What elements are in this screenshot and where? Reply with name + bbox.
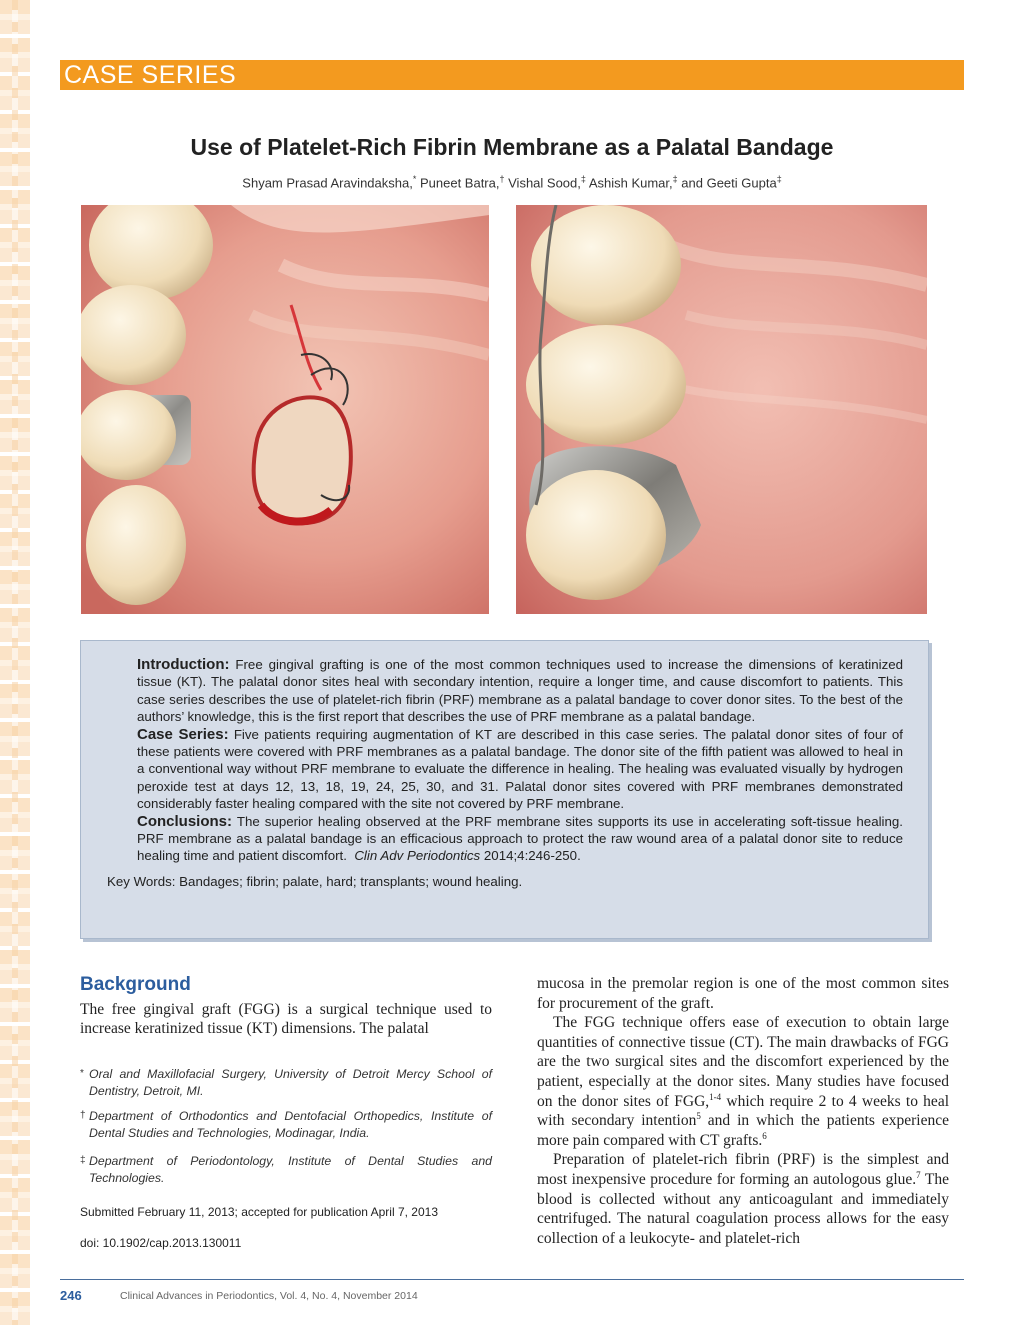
abstract-conclusions-text: The superior healing observed at the PRF membrane sites supports its use in accelerating soft-tissue healing. PRF membrane as a palatal bandage is an efficacious approach to protect the raw wound area of a palatal donor site to reduce healing time and patient discomfort. [137,813,903,864]
journal-footer: Clinical Advances in Periodontics, Vol. 4, No. 4, November 2014 [120,1290,418,1302]
doi: doi: 10.1902/cap.2013.130011 [80,1236,242,1250]
body-text: The FGG technique offers ease of execution to obtain large quantities of connective tissue (CT). The main drawbacks of FGG are the two surgical sites and the discomfort experienced by the patient, especially at the donor sites. Many studies have focused on the donor sites of FGG, [537,1014,949,1110]
author-name: and Geeti Gupta [681,175,777,191]
abstract-introduction-text: Free gingival grafting is one of the most common techniques used to increase the dimensions of keratinized tissue (KT). The palatal donor sites heal with secondary intention, require a longer time, and cause discomfort to patients. This case series describes the use of platelet-rich fibrin (PRF) membrane as a palatal bandage to cover donor sites. To the best of the authors’ knowledge, this is the first report that describes the use of PRF membrane as a palatal bandage. [137,657,904,725]
affiliation-mark: ‡ [672,174,678,184]
affiliation-mark: ‡ [776,174,782,184]
abstract-box [80,640,929,939]
abstract-case-series-text: Five patients requiring augmentation of KT are described in this case series. The palatal donor sites of four of these patients were covered with PRF membranes as a palatal bandage. The donor site of the fifth patient was allowed to heal in a conventional way without PRF membrane to evaluate the difference in healing. The healing was evaluated visually by hydrogen peroxide test at days 12, 13, 18, 19, 24, 25, 30, and 31. Palatal donor sites covered with PRF membranes demonstrated considerably faster healing compared with the site not covered by PRF membrane. [137,726,904,812]
affiliation-mark: * [412,174,417,184]
affiliation-mark: * [80,1068,84,1079]
affiliation-mark: † [499,174,505,184]
abstract-case-series [107,726,903,813]
reference-mark: 1-4 [709,1091,722,1102]
body-text: The blood is collected without any anticoagulant and immediately centrifuged. The natural coagulation process allows for the easy collection of a leukocyte- and platelet-rich [537,1170,949,1247]
affiliation-note [80,1066,492,1099]
abstract-case-series-heading: Case Series: [137,725,229,743]
section-banner: CASE SERIES [60,60,964,90]
affiliation-mark: ‡ [580,174,586,184]
abstract-conclusions-heading: Conclusions: [137,812,233,830]
body-paragraph: mucosa in the premolar region is one of the most common sites for procurement of the graft. [537,975,949,1012]
affiliation-note [80,1153,492,1186]
reference-mark: 7 [916,1169,921,1180]
body-paragraph [537,1013,949,1150]
reference-mark: 6 [762,1130,767,1141]
author-name: Shyam Prasad Aravindaksha, [242,175,413,191]
body-text: and in which the patients experience more pain compared with CT grafts. [537,1112,949,1149]
reference-mark: 5 [696,1111,701,1121]
abstract-introduction-heading: Introduction: [137,656,230,673]
key-words-heading: Key Words [107,873,172,889]
background-paragraph-left: The free gingival graft (FGG) is a surgical technique used to increase keratinized tissue (KT) dimensions. The palatal [80,1001,492,1038]
article-title: Use of Platelet-Rich Fibrin Membrane as a Palatal Bandage [190,134,834,160]
page-number: 246 [60,1288,82,1303]
palatal-donor-site-healed-photo [516,205,927,614]
body-paragraph [537,1150,949,1248]
affiliation-mark: † [80,1110,86,1121]
abstract-introduction [107,656,903,726]
author-name: Vishal Sood, [508,175,581,191]
affiliation-note [80,1108,492,1141]
abstract-conclusions [107,813,903,865]
author-name: Ashish Kumar, [588,175,673,191]
footer-divider [60,1279,964,1280]
body-text: which require 2 to 4 weeks to heal with secondary intention [537,1092,950,1130]
affiliation-text: Oral and Maxillofacial Surgery, University of Detroit Mercy School of Dentistry, Detroit, MI. [89,1067,492,1098]
key-words [107,873,903,890]
palatal-donor-site-sutured-photo [81,205,489,614]
affiliation-text: Department of Orthodontics and Dentofacial Orthopedics, Institute of Dental Studies and Technologies, Modinagar, India. [89,1109,492,1140]
key-words-text: : Bandages; fibrin; palate, hard; transplants; wound healing. [171,873,523,889]
body-text: Preparation of platelet-rich fibrin (PRF) is the simplest and most inexpensive procedure for forming an autologous glue. [537,1151,949,1188]
citation-journal: Clin Adv Periodontics [354,848,481,864]
background-heading: Background [80,974,191,995]
background-right-column [537,974,949,1248]
affiliation-mark: ‡ [80,1155,86,1166]
decorative-side-stripe [0,0,30,1325]
submission-dates: Submitted February 11, 2013; accepted for publication April 7, 2013 [80,1205,439,1219]
affiliation-text: Department of Periodontology, Institute of Dental Studies and Technologies. [89,1154,492,1185]
citation-details: 2014;4:246-250. [483,848,581,864]
author-name: Puneet Batra, [419,175,500,191]
author-list [60,174,964,190]
